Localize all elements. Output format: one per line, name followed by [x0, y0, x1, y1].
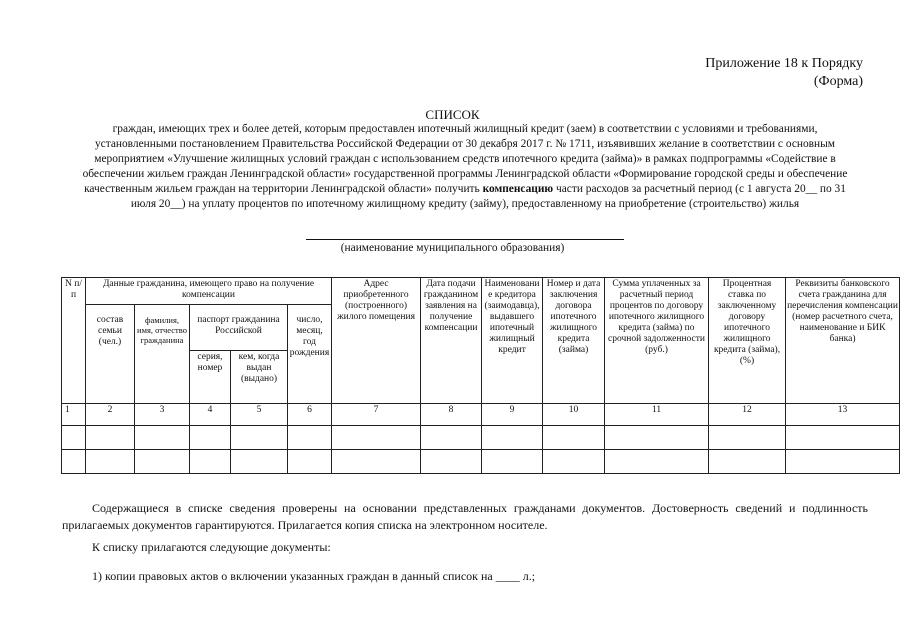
header-num: N п/п [62, 278, 86, 404]
municipality-line [306, 239, 624, 240]
col-number: 12 [709, 404, 786, 426]
header-contract: Номер и дата заключения договора ипотечного жилищного кредита (займа) [543, 278, 605, 404]
appendix-header [705, 55, 863, 91]
header-issued: кем, когда выдан (выдано) [231, 351, 288, 404]
header-creditor: Наименование кредитора (заимодавца), выдавшего ипотечный жилищный кредит [482, 278, 543, 404]
municipality-label: (наименование муниципального образования) [340, 242, 565, 254]
header-interest-sum: Сумма уплаченных за расчетный период процентов по договору ипотечного жилищного кредита (займа) по срочной задолженности (руб.) [605, 278, 709, 404]
col-number: 11 [605, 404, 709, 426]
header-fio: фамилия, имя, отчество гражданина [135, 305, 190, 404]
intro-paragraph [80, 122, 850, 212]
appendix-line: Приложение 18 к Порядку [705, 56, 863, 71]
header-citizen-data: Данные гражданина, имеющего право на получение компенсации [86, 278, 332, 305]
header-passport: паспорт гражданина Российской [190, 305, 288, 351]
header-family: состав семьи (чел.) [86, 305, 135, 404]
intro-text: граждан, имеющих трех и более детей, которым предоставлен ипотечный жилищный кредит (заем) в соответствии с условиями и требованиями, установленными постановлением Правительства Российской Федерации от 30 декабря 2017 г. № 1711, изъявивших желание в соответствии с основным мероприятием «Улучшение жилищных условий граждан с использованием средств ипотечного кредита (займа)» в рамках подпрограммы «Содействие в обеспечении жильем граждан Ленинградской области» государственной программы Ленинградской области «Формирование городской среды и обеспечение качественным жильем граждан на территории Ленинградской области» получить [82, 123, 848, 195]
table-row [62, 426, 900, 450]
header-rate: Процентная ставка по заключенному договору ипотечного жилищного кредита (займа), (%) [709, 278, 786, 404]
col-number: 7 [332, 404, 421, 426]
col-number: 10 [543, 404, 605, 426]
col-number: 9 [482, 404, 543, 426]
col-number: 2 [86, 404, 135, 426]
col-number: 6 [288, 404, 332, 426]
col-number: 4 [190, 404, 231, 426]
header-application-date: Дата подачи гражданином заявления на получение компенсации [421, 278, 482, 404]
document-title: СПИСОК [425, 107, 480, 122]
col-number: 13 [786, 404, 900, 426]
col-number: 5 [231, 404, 288, 426]
col-number: 3 [135, 404, 190, 426]
header-birth: число, месяц, год рождения [288, 305, 332, 404]
intro-text-2: части расходов за расчетный период (с 1 августа 20__ по 31 июля 20__) на уплату процентов по ипотечному жилищному кредиту (займу), предоставленному на приобретение (строительство) жилья [130, 183, 846, 210]
documents-item-1: 1) копии правовых актов о включении указанных граждан в данный список на ____ л.; [92, 569, 536, 583]
intro-bold: компенсацию [482, 183, 554, 195]
table-row [62, 450, 900, 474]
citizens-table [61, 277, 900, 474]
form-label: (Форма) [813, 74, 863, 89]
header-address: Адрес приобретенного (построенного) жилого помещения [332, 278, 421, 404]
header-series: серия, номер [190, 351, 231, 404]
verification-paragraph: Содержащиеся в списке сведения проверены на основании представленных гражданами документов. Достоверность сведений и подлинность прилагаемых документов гарантируются. Прилагается копия списка на электронном носителе. [62, 501, 868, 532]
col-number: 8 [421, 404, 482, 426]
documents-intro: К списку прилагаются следующие документы: [92, 540, 331, 554]
col-number: 1 [62, 404, 86, 426]
header-bank-details: Реквизиты банковского счета гражданина для перечисления компенсации (номер расчетного счета, наименование и БИК банка) [786, 278, 900, 404]
